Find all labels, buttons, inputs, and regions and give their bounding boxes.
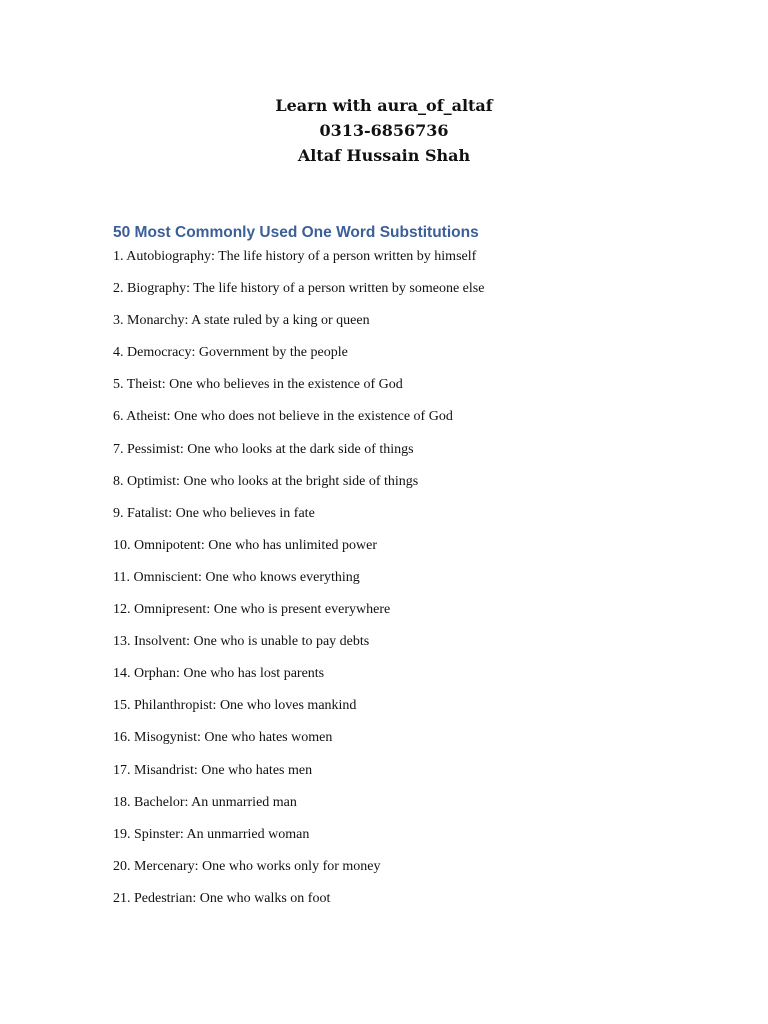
list-item: 8. Optimist: One who looks at the bright side of things bbox=[113, 473, 419, 489]
list-item: 16. Misogynist: One who hates women bbox=[113, 730, 333, 746]
list-item: 11. Omniscient: One who knows everything bbox=[113, 569, 360, 585]
list-item: 19. Spinster: An unmarried woman bbox=[113, 826, 310, 842]
list-item: 9. Fatalist: One who believes in fate bbox=[113, 505, 315, 521]
list-item: 3. Monarchy: A state ruled by a king or queen bbox=[113, 313, 370, 329]
list-item: 17. Misandrist: One who hates men bbox=[113, 762, 313, 778]
header-author: Altaf Hussain Shah bbox=[297, 146, 471, 165]
list-item: 14. Orphan: One who has lost parents bbox=[113, 666, 325, 682]
list-item: 1. Autobiography: The life history of a person written by himself bbox=[113, 249, 477, 264]
list-item: 7. Pessimist: One who looks at the dark side of things bbox=[113, 441, 414, 457]
list-item: 21. Pedestrian: One who walks on foot bbox=[113, 890, 331, 906]
list-item: 20. Mercenary: One who works only for money bbox=[113, 858, 381, 874]
list-item: 4. Democracy: Government by the people bbox=[113, 345, 348, 361]
list-item: 15. Philanthropist: One who loves mankind bbox=[113, 698, 357, 714]
document-header bbox=[0, 93, 768, 168]
list-item: 6. Atheist: One who does not believe in the existence of God bbox=[113, 409, 453, 425]
list-item: 5. Theist: One who believes in the existence of God bbox=[113, 377, 403, 393]
list-item: 2. Biography: The life history of a person written by someone else bbox=[113, 281, 485, 297]
header-phone: 0313-6856736 bbox=[319, 121, 449, 140]
list-item: 18. Bachelor: An unmarried man bbox=[113, 794, 297, 810]
list-item: 13. Insolvent: One who is unable to pay debts bbox=[113, 634, 370, 650]
section-title: 50 Most Commonly Used One Word Substitutions bbox=[113, 224, 479, 241]
header-title: Learn with aura_of_altaf bbox=[275, 96, 493, 115]
substitution-list bbox=[113, 247, 484, 921]
list-item: 10. Omnipotent: One who has unlimited power bbox=[113, 537, 378, 553]
list-item: 12. Omnipresent: One who is present everywhere bbox=[113, 602, 391, 618]
